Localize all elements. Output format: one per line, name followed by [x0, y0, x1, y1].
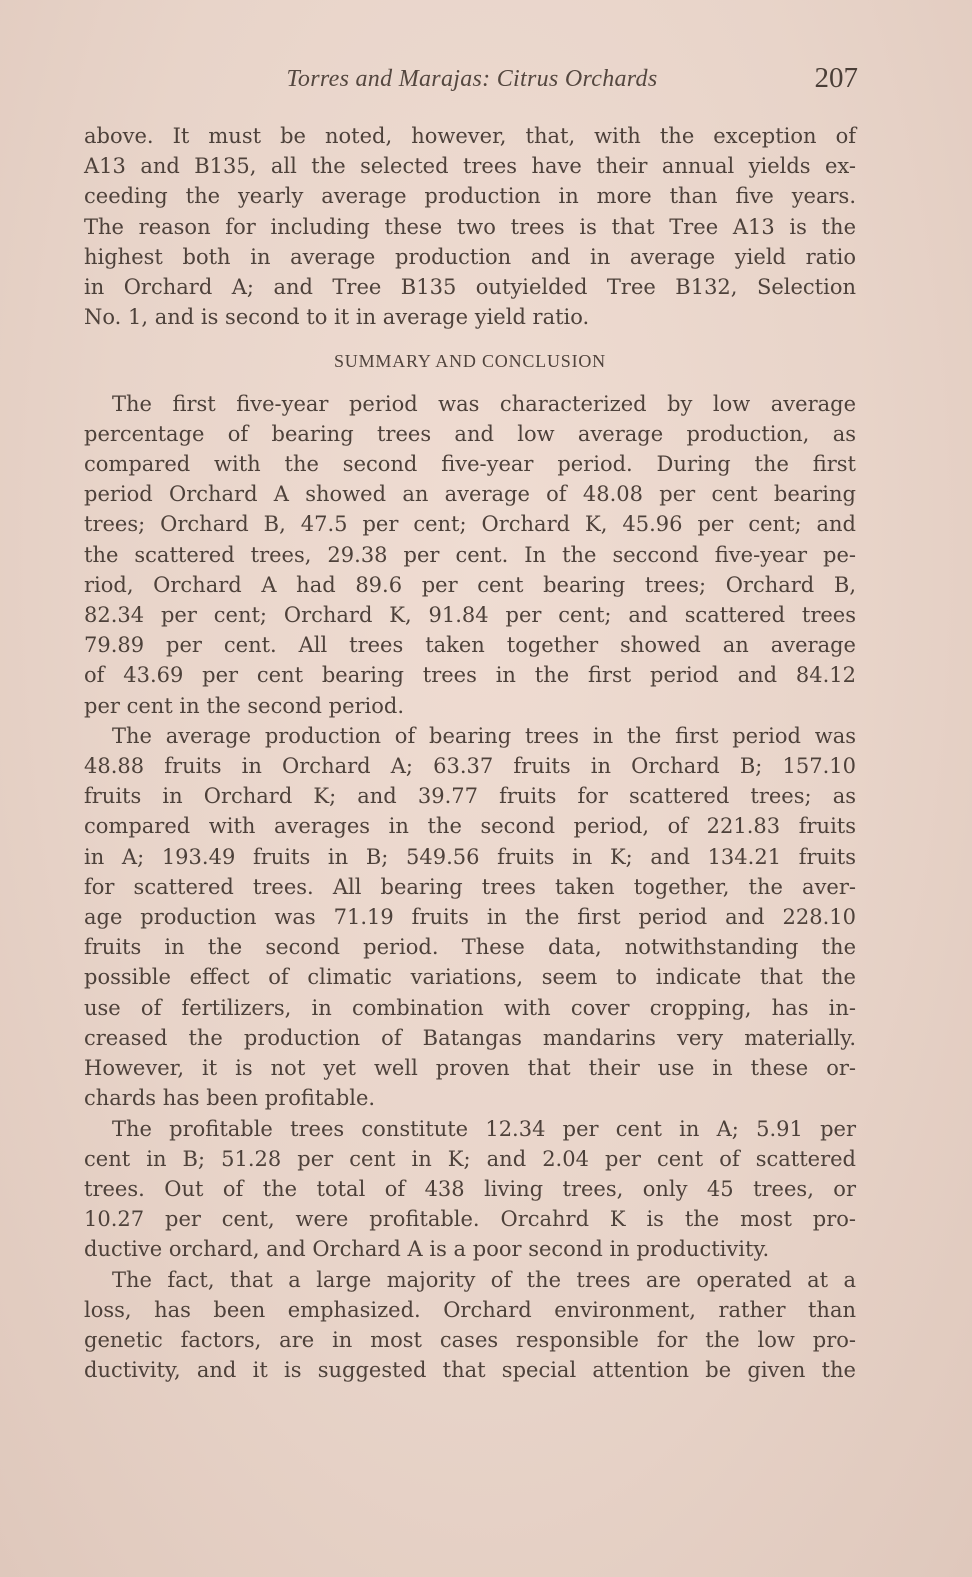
section-heading: SUMMARY AND CONCLUSION [334, 351, 606, 372]
text-line: ceeding the yearly average production in more than five years. [84, 184, 856, 209]
text-line: in A; 193.49 fruits in B; 549.56 fruits in K; and 134.21 fruits [84, 844, 856, 869]
text-line: compared with the second five-year period. During the first [84, 452, 856, 477]
text-line: above. It must be noted, however, that, with the exception of [84, 124, 856, 148]
text-line: period Orchard A showed an average of 48.08 per cent bearing [84, 482, 856, 507]
text-line: fruits in Orchard K; and 39.77 fruits for scattered trees; as [84, 784, 856, 809]
text-line: possible effect of climatic variations, seem to indicate that the [84, 965, 856, 990]
text-line: age production was 71.19 fruits in the first period and 228.10 [84, 905, 856, 930]
text-line: A13 and B135, all the selected trees have their annual yields ex- [84, 154, 856, 179]
text-line: in Orchard A; and Tree B135 outyielded Tree B132, Selection [84, 275, 856, 300]
text-line: of 43.69 per cent bearing trees in the first period and 84.12 [84, 663, 856, 688]
text-line: The reason for including these two trees is that Tree A13 is the [84, 214, 856, 239]
text-line: creased the production of Batangas mandarins very materially. [84, 1025, 856, 1050]
text-line: the scattered trees, 29.38 per cent. In the seccond five-year pe- [84, 542, 856, 567]
text-line: compared with averages in the second period, of 221.83 fruits [84, 814, 856, 839]
text-line: No. 1, and is second to it in average yield ratio. [84, 305, 590, 330]
text-line: ductive orchard, and Orchard A is a poor second in productivity. [84, 1237, 770, 1262]
text-line: loss, has been emphasized. Orchard environment, rather than [84, 1297, 856, 1322]
summary-paragraph-3 [84, 1114, 856, 1265]
text-line: However, it is not yet well proven that their use in these or- [84, 1056, 856, 1081]
text-line: 10.27 per cent, were profitable. Orcahrd K is the most pro- [84, 1207, 856, 1232]
intro-paragraph [84, 121, 856, 332]
text-line: fruits in the second period. These data, notwithstanding the [84, 935, 856, 960]
running-head-title: Torres and Marajas: Citrus Orchards [286, 66, 658, 92]
text-line: chards has been profitable. [84, 1086, 376, 1111]
text-line: use of fertilizers, in combination with cover cropping, has in- [84, 995, 856, 1020]
text-line: highest both in average production and in average yield ratio [84, 244, 856, 269]
text-line: The first five-year period was characterized by low average [112, 391, 856, 416]
text-line: 82.34 per cent; Orchard K, 91.84 per cent; and scattered trees [84, 603, 856, 628]
text-line: percentage of bearing trees and low average production, as [84, 421, 856, 446]
text-line: 48.88 fruits in Orchard A; 63.37 fruits in Orchard B; 157.10 [84, 754, 856, 779]
summary-paragraph-2 [84, 721, 856, 1114]
text-line: per cent in the second period. [84, 693, 405, 718]
text-line: ductivity, and it is suggested that special attention be given the [84, 1358, 856, 1383]
summary-paragraph-1 [84, 389, 856, 721]
text-line: The profitable trees constitute 12.34 per cent in A; 5.91 per [112, 1116, 856, 1141]
summary-paragraph-4 [84, 1265, 856, 1386]
text-line: trees; Orchard B, 47.5 per cent; Orchard K, 45.96 per cent; and [84, 512, 856, 537]
text-line: The average production of bearing trees in the first period was [112, 723, 856, 748]
page-number: 207 [814, 62, 858, 94]
body-text [84, 121, 856, 1385]
text-line: genetic factors, are in most cases responsible for the low pro- [84, 1327, 856, 1352]
text-line: 79.89 per cent. All trees taken together showed an average [84, 633, 856, 658]
running-head [84, 62, 860, 102]
text-line: cent in B; 51.28 per cent in K; and 2.04 per cent of scattered [84, 1146, 856, 1171]
text-line: for scattered trees. All bearing trees taken together, the aver- [84, 874, 856, 899]
text-line: riod, Orchard A had 89.6 per cent bearing trees; Orchard B, [84, 572, 856, 597]
text-line: trees. Out of the total of 438 living trees, only 45 trees, or [84, 1176, 856, 1201]
text-line: The fact, that a large majority of the trees are operated at a [112, 1267, 856, 1292]
